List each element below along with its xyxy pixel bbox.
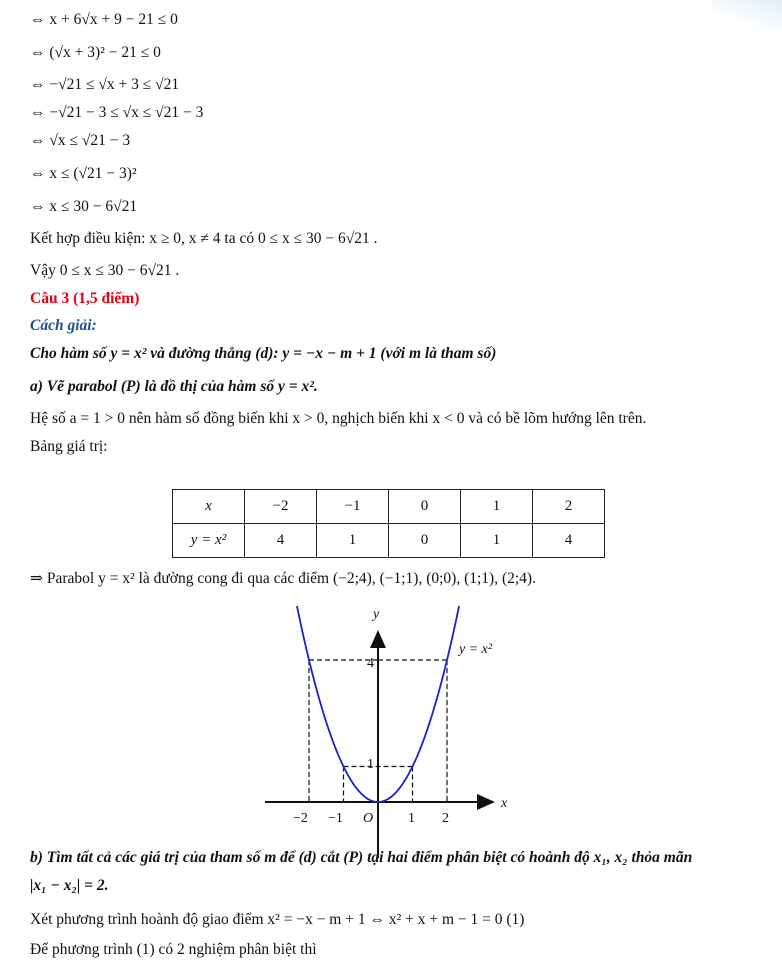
problem-statement: Cho hàm số y = x² và đường thẳng (d): y = −x − m + 1 (với m là tham số) (30, 345, 497, 362)
x-axis-label: x (501, 796, 508, 811)
x-tick-label: −1 (328, 811, 343, 826)
table-header-x: x (173, 490, 245, 524)
step-1: ⇔ x + 6√x + 9 − 21 ≤ 0 (30, 11, 178, 28)
cau3-title: Câu 3 (1,5 điểm) (30, 290, 140, 307)
table-cell: 0 (389, 490, 461, 524)
table-cell: −2 (245, 490, 317, 524)
step-7: ⇔ x ≤ 30 − 6√21 (30, 198, 138, 215)
table-header-y: y = x² (173, 524, 245, 558)
parabol-points-line: ⇒ Parabol y = x² là đường cong đi qua các điểm (−2;4), (−1;1), (0;0), (1;1), (2;4). (30, 570, 536, 587)
vay-ket-luan: Vậy 0 ≤ x ≤ 30 − 6√21 . (30, 262, 180, 279)
part-b-heading: b) Tìm tất cả các giá trị của tham số m để (d) cắt (P) tại hai điểm phân biệt có hoành độ x₁, x₂ thỏa mãn (30, 849, 693, 866)
table-cell: −1 (317, 490, 389, 524)
x-tick-label: 1 (408, 811, 415, 826)
table-cell: 0 (389, 524, 461, 558)
x-tick-label: −2 (293, 811, 308, 826)
table-cell: 4 (533, 524, 605, 558)
he-so-text: Hệ số a = 1 > 0 nên hàm số đồng biến khi x > 0, nghịch biến khi x < 0 và có bề lõm hướng lên trên. (30, 410, 647, 427)
step-5: ⇔ √x ≤ √21 − 3 (30, 132, 131, 149)
cach-giai-heading: Cách giải: (30, 317, 97, 334)
table-cell: 2 (533, 490, 605, 524)
ket-hop-dieu-kien: Kết hợp điều kiện: x ≥ 0, x ≠ 4 ta có 0 ≤ x ≤ 30 − 6√21 . (30, 230, 378, 247)
y-axis-label: y (373, 607, 380, 622)
origin-label: O (363, 811, 374, 826)
table-cell: 1 (317, 524, 389, 558)
table-cell: 4 (245, 524, 317, 558)
step-3: ⇔ −√21 ≤ √x + 3 ≤ √21 (30, 76, 180, 93)
table-cell: 1 (461, 490, 533, 524)
x-tick-label: 2 (442, 811, 449, 826)
part-a-heading: a) Vẽ parabol (P) là đồ thị của hàm số y = x². (30, 378, 318, 395)
bang-gia-tri-label: Bảng giá trị: (30, 438, 108, 455)
step-2: ⇔ (√x + 3)² − 21 ≤ 0 (30, 44, 161, 61)
step-6: ⇔ x ≤ (√21 − 3)² (30, 165, 137, 182)
xet-phuong-trinh: Xét phương trình hoành độ giao điểm x² = −x − m + 1 ⇔ x² + x + m − 1 = 0 (1) (30, 911, 525, 928)
curve-label: y = x² (459, 642, 493, 657)
table-cell: 1 (461, 524, 533, 558)
part-b-condition: |x₁ − x₂| = 2. (30, 877, 109, 894)
y-tick-label: 4 (367, 656, 374, 671)
step-4: ⇔ −√21 − 3 ≤ √x ≤ √21 − 3 (30, 104, 204, 121)
de-phuong-trinh: Để phương trình (1) có 2 nghiệm phân biệt thì (30, 941, 317, 958)
y-tick-label: 1 (367, 757, 374, 772)
